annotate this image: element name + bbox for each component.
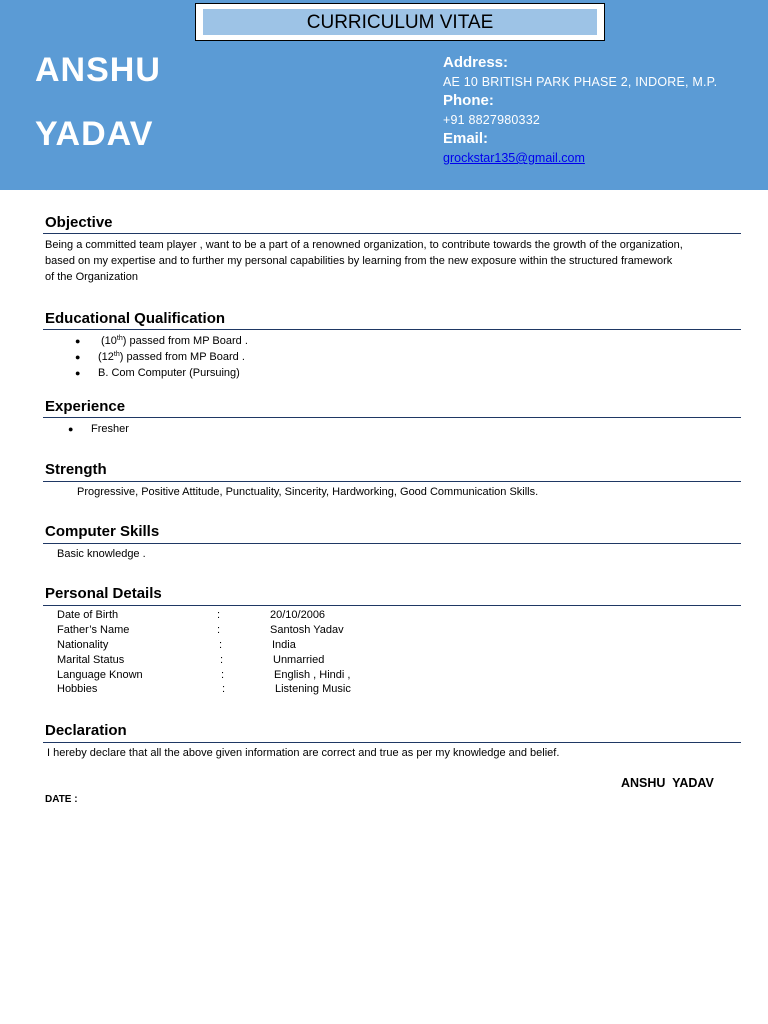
experience-heading: Experience bbox=[45, 398, 126, 415]
detail-separator: : bbox=[220, 654, 224, 666]
detail-separator: : bbox=[217, 609, 221, 621]
address-value: AE 10 BRITISH PARK PHASE 2, INDORE, M.P. bbox=[443, 75, 718, 89]
education-heading: Educational Qualification bbox=[45, 310, 226, 327]
email-link[interactable]: grockstar135@gmail.com bbox=[443, 151, 585, 165]
email-label: Email: bbox=[443, 130, 489, 147]
strength-heading: Strength bbox=[45, 461, 107, 478]
computer-skills-text: Basic knowledge . bbox=[57, 548, 146, 560]
date-label: DATE : bbox=[45, 794, 78, 805]
computer-skills-heading: Computer Skills bbox=[45, 523, 160, 540]
declaration-heading: Declaration bbox=[45, 722, 127, 739]
detail-label: Language Known bbox=[57, 669, 143, 681]
objective-line: Being a committed team player , want to be a part of a renowned organization, to contribute towards the growth of the organization, bbox=[45, 239, 683, 251]
detail-value: 20/10/2006 bbox=[270, 609, 326, 621]
detail-separator: : bbox=[222, 683, 226, 695]
experience-item: Fresher bbox=[91, 423, 129, 435]
phone-label: Phone: bbox=[443, 92, 494, 109]
bullet-icon: ● bbox=[68, 424, 74, 434]
detail-separator: : bbox=[219, 639, 223, 651]
objective-line: of the Organization bbox=[45, 271, 138, 283]
bullet-icon: ● bbox=[75, 336, 81, 346]
strength-text: Progressive, Positive Attitude, Punctuality, Sincerity, Hardworking, Good Communication Skills. bbox=[77, 486, 539, 498]
detail-value: English , Hindi , bbox=[274, 669, 351, 681]
detail-separator: : bbox=[217, 624, 221, 636]
personal-details-heading: Personal Details bbox=[45, 585, 162, 602]
phone-value: +91 8827980332 bbox=[443, 113, 540, 127]
objective-line: based on my expertise and to further my personal capabilities by learning from the new exposure within the structured framework bbox=[45, 255, 673, 267]
education-item: B. Com Computer (Pursuing) bbox=[98, 367, 240, 379]
header-banner bbox=[0, 0, 768, 190]
objective-heading: Objective bbox=[45, 214, 113, 231]
education-item: (12th) passed from MP Board . bbox=[98, 351, 245, 363]
declaration-text: I hereby declare that all the above given information are correct and true as per my knowledge and belief. bbox=[47, 747, 560, 759]
section-divider bbox=[43, 543, 741, 544]
title-box bbox=[195, 3, 605, 41]
signature-name: ANSHU YADAV bbox=[621, 776, 714, 790]
section-divider bbox=[43, 233, 741, 234]
section-divider bbox=[43, 329, 741, 330]
detail-label: Father’s Name bbox=[57, 624, 130, 636]
detail-label: Hobbies bbox=[57, 683, 98, 695]
section-divider bbox=[43, 417, 741, 418]
section-divider bbox=[43, 481, 741, 482]
detail-value: India bbox=[272, 639, 296, 651]
bullet-icon: ● bbox=[75, 368, 81, 378]
objective-text bbox=[45, 237, 745, 285]
detail-label: Marital Status bbox=[57, 654, 125, 666]
detail-value: Unmarried bbox=[273, 654, 325, 666]
bullet-icon: ● bbox=[75, 352, 81, 362]
detail-label: Nationality bbox=[57, 639, 109, 651]
last-name: YADAV bbox=[35, 115, 154, 153]
address-label: Address: bbox=[443, 54, 509, 71]
section-divider bbox=[43, 605, 741, 606]
first-name: ANSHU bbox=[35, 51, 161, 89]
detail-separator: : bbox=[221, 669, 225, 681]
detail-value: Listening Music bbox=[275, 683, 351, 695]
detail-label: Date of Birth bbox=[57, 609, 119, 621]
section-divider bbox=[43, 742, 741, 743]
detail-value: Santosh Yadav bbox=[270, 624, 344, 636]
document-title: CURRICULUM VITAE bbox=[203, 9, 597, 35]
education-item: (10th) passed from MP Board . bbox=[101, 335, 248, 347]
